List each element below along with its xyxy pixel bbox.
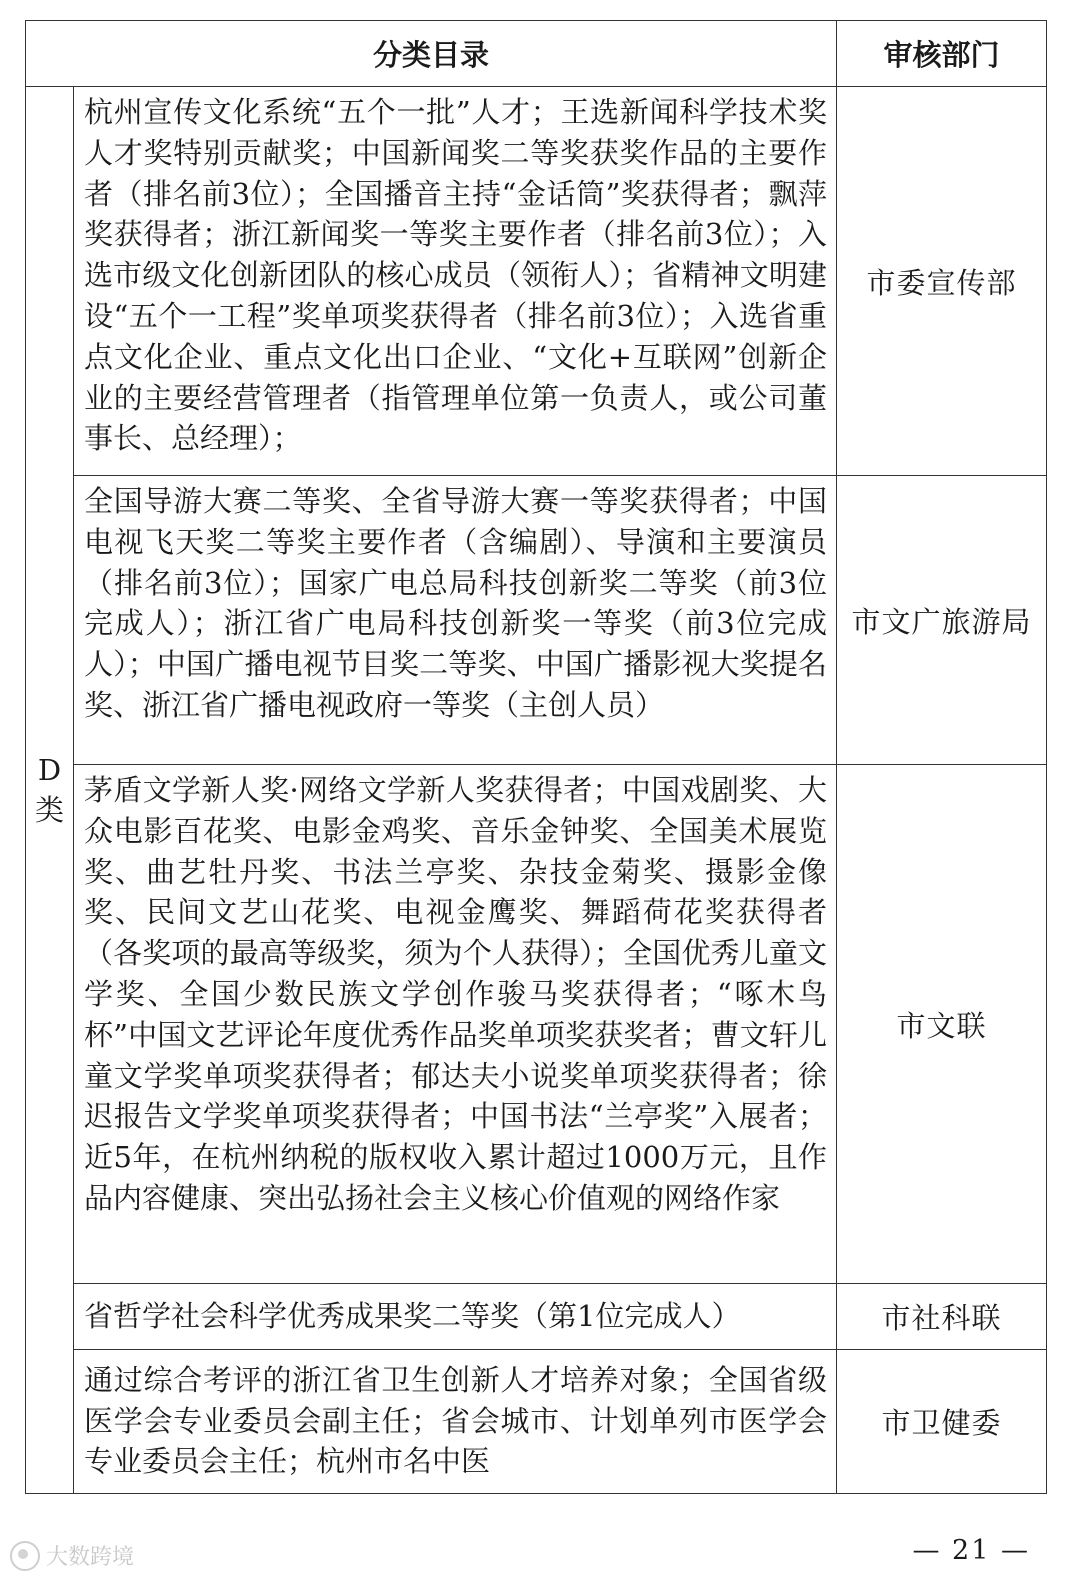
header-department: 审核部门: [837, 21, 1047, 87]
table-header-row: [26, 21, 1047, 87]
row-content: 茅盾文学新人奖·网络文学新人奖获得者；中国戏剧奖、大众电影百花奖、电影金鸡奖、音乐金钟奖、全国美术展览奖、曲艺牡丹奖、书法兰亭奖、杂技金菊奖、摄影金像奖、民间文艺山花奖、电视金鹰奖、舞蹈荷花奖获得者（各奖项的最高等级奖，须为个人获得）；全国优秀儿童文学奖、全国少数民族文学创作骏马奖获得者；“啄木鸟杯”中国文艺评论年度优秀作品奖单项奖获奖者；曹文轩儿童文学奖单项奖获得者；郁达夫小说奖单项奖获得者；徐迟报告文学奖单项奖获得者；中国书法“兰亭奖”入展者；近5年，在杭州纳税的版权收入累计超过1000万元，且作品内容健康、突出弘扬社会主义核心价值观的网络作家: [74, 765, 837, 1284]
category-cell: [26, 87, 74, 1494]
row-content: 全国导游大赛二等奖、全省导游大赛一等奖获得者；中国电视飞天奖二等奖主要作者（含编剧）、导演和主要演员（排名前3位）；国家广电总局科技创新奖二等奖（前3位完成人）；浙江省广电局科技创新奖一等奖（前3位完成人）；中国广播电视节目奖二等奖、中国广播影视大奖提名奖、浙江省广播电视政府一等奖（主创人员）: [74, 476, 837, 765]
table-row: [26, 476, 1047, 765]
table-row: [26, 765, 1047, 1284]
row-department: 市委宣传部: [837, 87, 1047, 476]
category-suffix: 类: [34, 793, 64, 827]
table-row: [26, 87, 1047, 476]
watermark-text: 大数跨境: [46, 1545, 135, 1570]
table-row: [26, 1284, 1047, 1350]
category-letter: D: [37, 753, 62, 787]
row-content: 省哲学社会科学优秀成果奖二等奖（第1位完成人）: [74, 1284, 837, 1350]
row-department: 市文联: [837, 765, 1047, 1284]
watermark: [10, 1540, 134, 1571]
table-row: [26, 1350, 1047, 1494]
page-number: — 21 —: [912, 1535, 1030, 1566]
row-department: 市卫健委: [837, 1350, 1047, 1494]
watermark-logo-icon: [10, 1541, 40, 1571]
row-content: 通过综合考评的浙江省卫生创新人才培养对象；全国省级医学会专业委员会副主任；省会城市、计划单列市医学会专业委员会主任；杭州市名中医: [74, 1350, 837, 1494]
row-department: 市文广旅游局: [837, 476, 1047, 765]
row-content: 杭州宣传文化系统“五个一批”人才；王选新闻科学技术奖人才奖特别贡献奖；中国新闻奖二等奖获奖作品的主要作者（排名前3位）；全国播音主持“金话筒”奖获得者；飘萍奖获得者；浙江新闻奖一等奖主要作者（排名前3位）；入选市级文化创新团队的核心成员（领衔人）；省精神文明建设“五个一工程”奖单项奖获得者（排名前3位）；入选省重点文化企业、重点文化出口企业、“文化+互联网”创新企业的主要经营管理者（指管理单位第一负责人，或公司董事长、总经理）；: [74, 87, 837, 476]
header-catalog: 分类目录: [26, 21, 837, 87]
catalog-table: [25, 20, 1047, 1494]
row-department: 市社科联: [837, 1284, 1047, 1350]
